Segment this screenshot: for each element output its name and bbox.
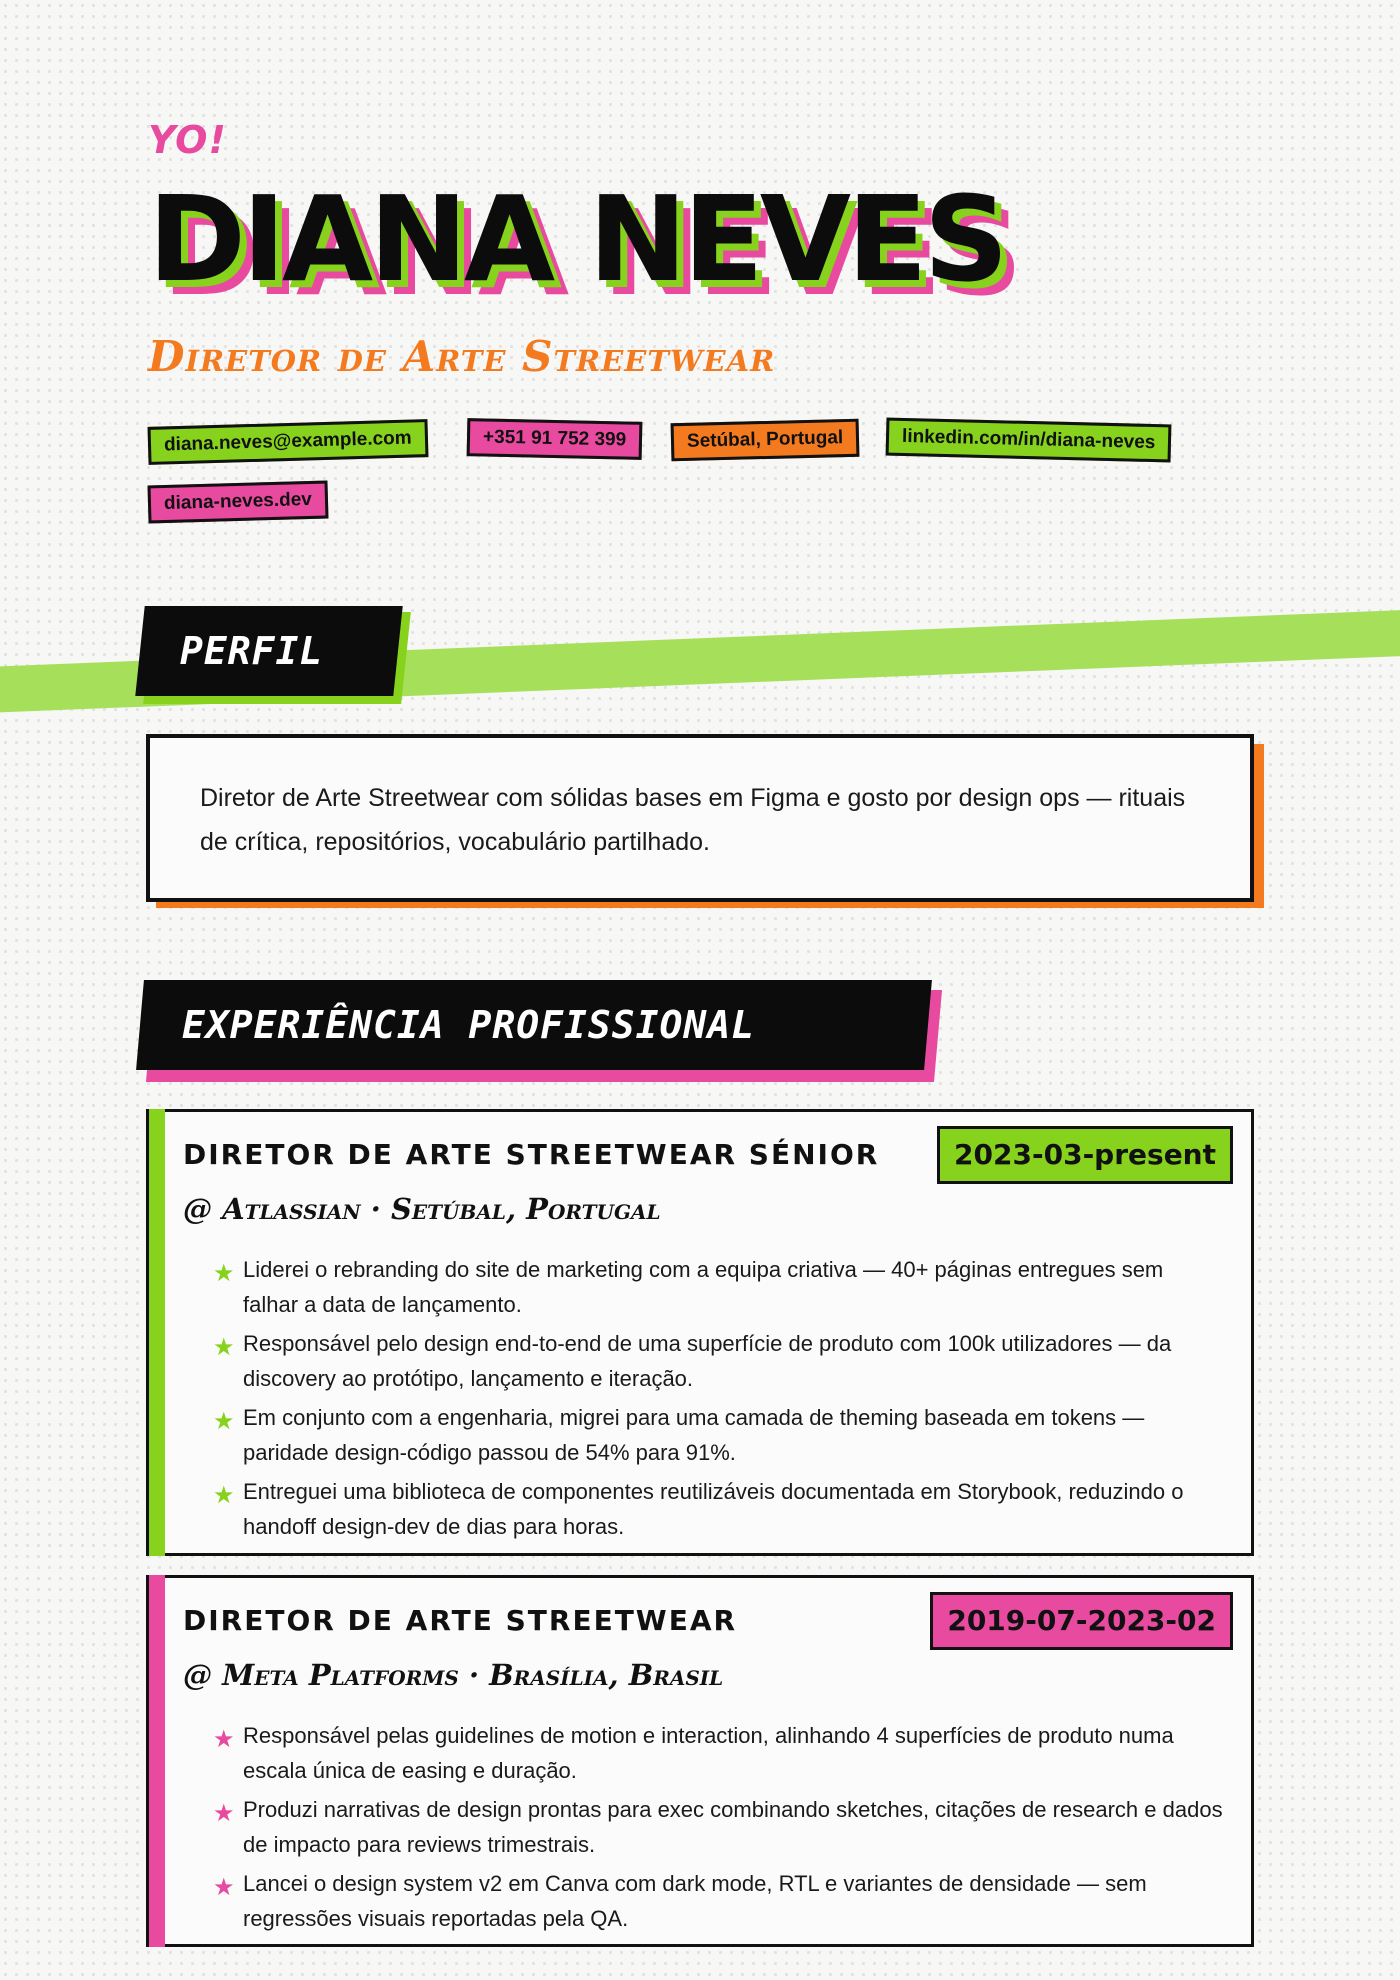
phone-chip[interactable]: +351 91 752 399 — [467, 418, 643, 460]
bullet-text: Em conjunto com a engenharia, migrei para uma camada de theming baseada em tokens — paridade design-código passou de 54% para 91%. — [243, 1405, 1145, 1465]
star-icon: ★ — [213, 1408, 235, 1435]
list-item — [213, 1400, 1223, 1470]
website-chip[interactable]: diana-neves.dev — [148, 480, 329, 523]
star-icon: ★ — [213, 1800, 235, 1827]
job-company: @ Atlassian · Setúbal, Portugal — [183, 1192, 661, 1226]
profile-heading-text: PERFIL — [180, 629, 324, 673]
job-title: DIRETOR DE ARTE STREETWEAR SÉNIOR — [183, 1138, 880, 1171]
star-icon: ★ — [213, 1726, 235, 1753]
job-accent-bar — [149, 1575, 165, 1947]
profile-heading — [135, 606, 402, 696]
star-icon: ★ — [213, 1874, 235, 1901]
list-item — [213, 1792, 1223, 1862]
job-dates: 2023-03-present — [937, 1126, 1233, 1184]
candidate-name: DIANA NEVES — [148, 170, 1005, 308]
job-title: DIRETOR DE ARTE STREETWEAR — [183, 1604, 738, 1637]
greeting: YO! — [148, 118, 227, 162]
bullet-text: Responsável pelas guidelines de motion e interaction, alinhando 4 superfícies de produto numa escala única de easing e duração. — [243, 1723, 1174, 1783]
email-chip[interactable]: diana.neves@example.com — [148, 419, 429, 465]
job-role: Diretor de Arte Streetwear — [148, 332, 776, 381]
star-icon: ★ — [213, 1260, 235, 1287]
experience-heading-text: EXPERIÊNCIA PROFISSIONAL — [182, 1003, 756, 1047]
list-item — [213, 1718, 1223, 1788]
experience-heading — [136, 980, 932, 1070]
profile-summary — [146, 734, 1254, 902]
profile-text: Diretor de Arte Streetwear com sólidas bases em Figma e gosto por design ops — rituais de crítica, repositórios, vocabulário partilhado. — [200, 784, 1186, 856]
bullet-text: Responsável pelo design end-to-end de uma superfície de produto com 100k utilizadores — da discovery ao protótipo, lançamento e iteração. — [243, 1331, 1172, 1391]
list-item — [213, 1252, 1223, 1322]
linkedin-chip[interactable]: linkedin.com/in/diana-neves — [886, 418, 1172, 463]
bullet-text: Liderei o rebranding do site de marketing com a equipa criativa — 40+ páginas entregues sem falhar a data de lançamento. — [243, 1257, 1164, 1317]
list-item — [213, 1326, 1223, 1396]
location-chip: Setúbal, Portugal — [671, 419, 860, 462]
star-icon: ★ — [213, 1482, 235, 1509]
list-item — [213, 1474, 1223, 1544]
job-achievements — [213, 1718, 1223, 1940]
job-accent-bar — [149, 1109, 165, 1556]
job-card — [146, 1109, 1254, 1556]
bullet-text: Entreguei uma biblioteca de componentes reutilizáveis documentada em Storybook, reduzindo o handoff design-dev de dias para horas. — [243, 1479, 1184, 1539]
star-icon: ★ — [213, 1334, 235, 1361]
list-item — [213, 1866, 1223, 1936]
bullet-text: Produzi narrativas de design prontas para exec combinando sketches, citações de research e dados de impacto para reviews trimestrais. — [243, 1797, 1223, 1857]
bullet-text: Lancei o design system v2 em Canva com dark mode, RTL e variantes de densidade — sem regressões visuais reportadas pela QA. — [243, 1871, 1147, 1931]
job-dates: 2019-07-2023-02 — [930, 1592, 1233, 1650]
job-achievements — [213, 1252, 1223, 1548]
job-company: @ Meta Platforms · Brasília, Brasil — [183, 1658, 724, 1692]
job-card — [146, 1575, 1254, 1947]
